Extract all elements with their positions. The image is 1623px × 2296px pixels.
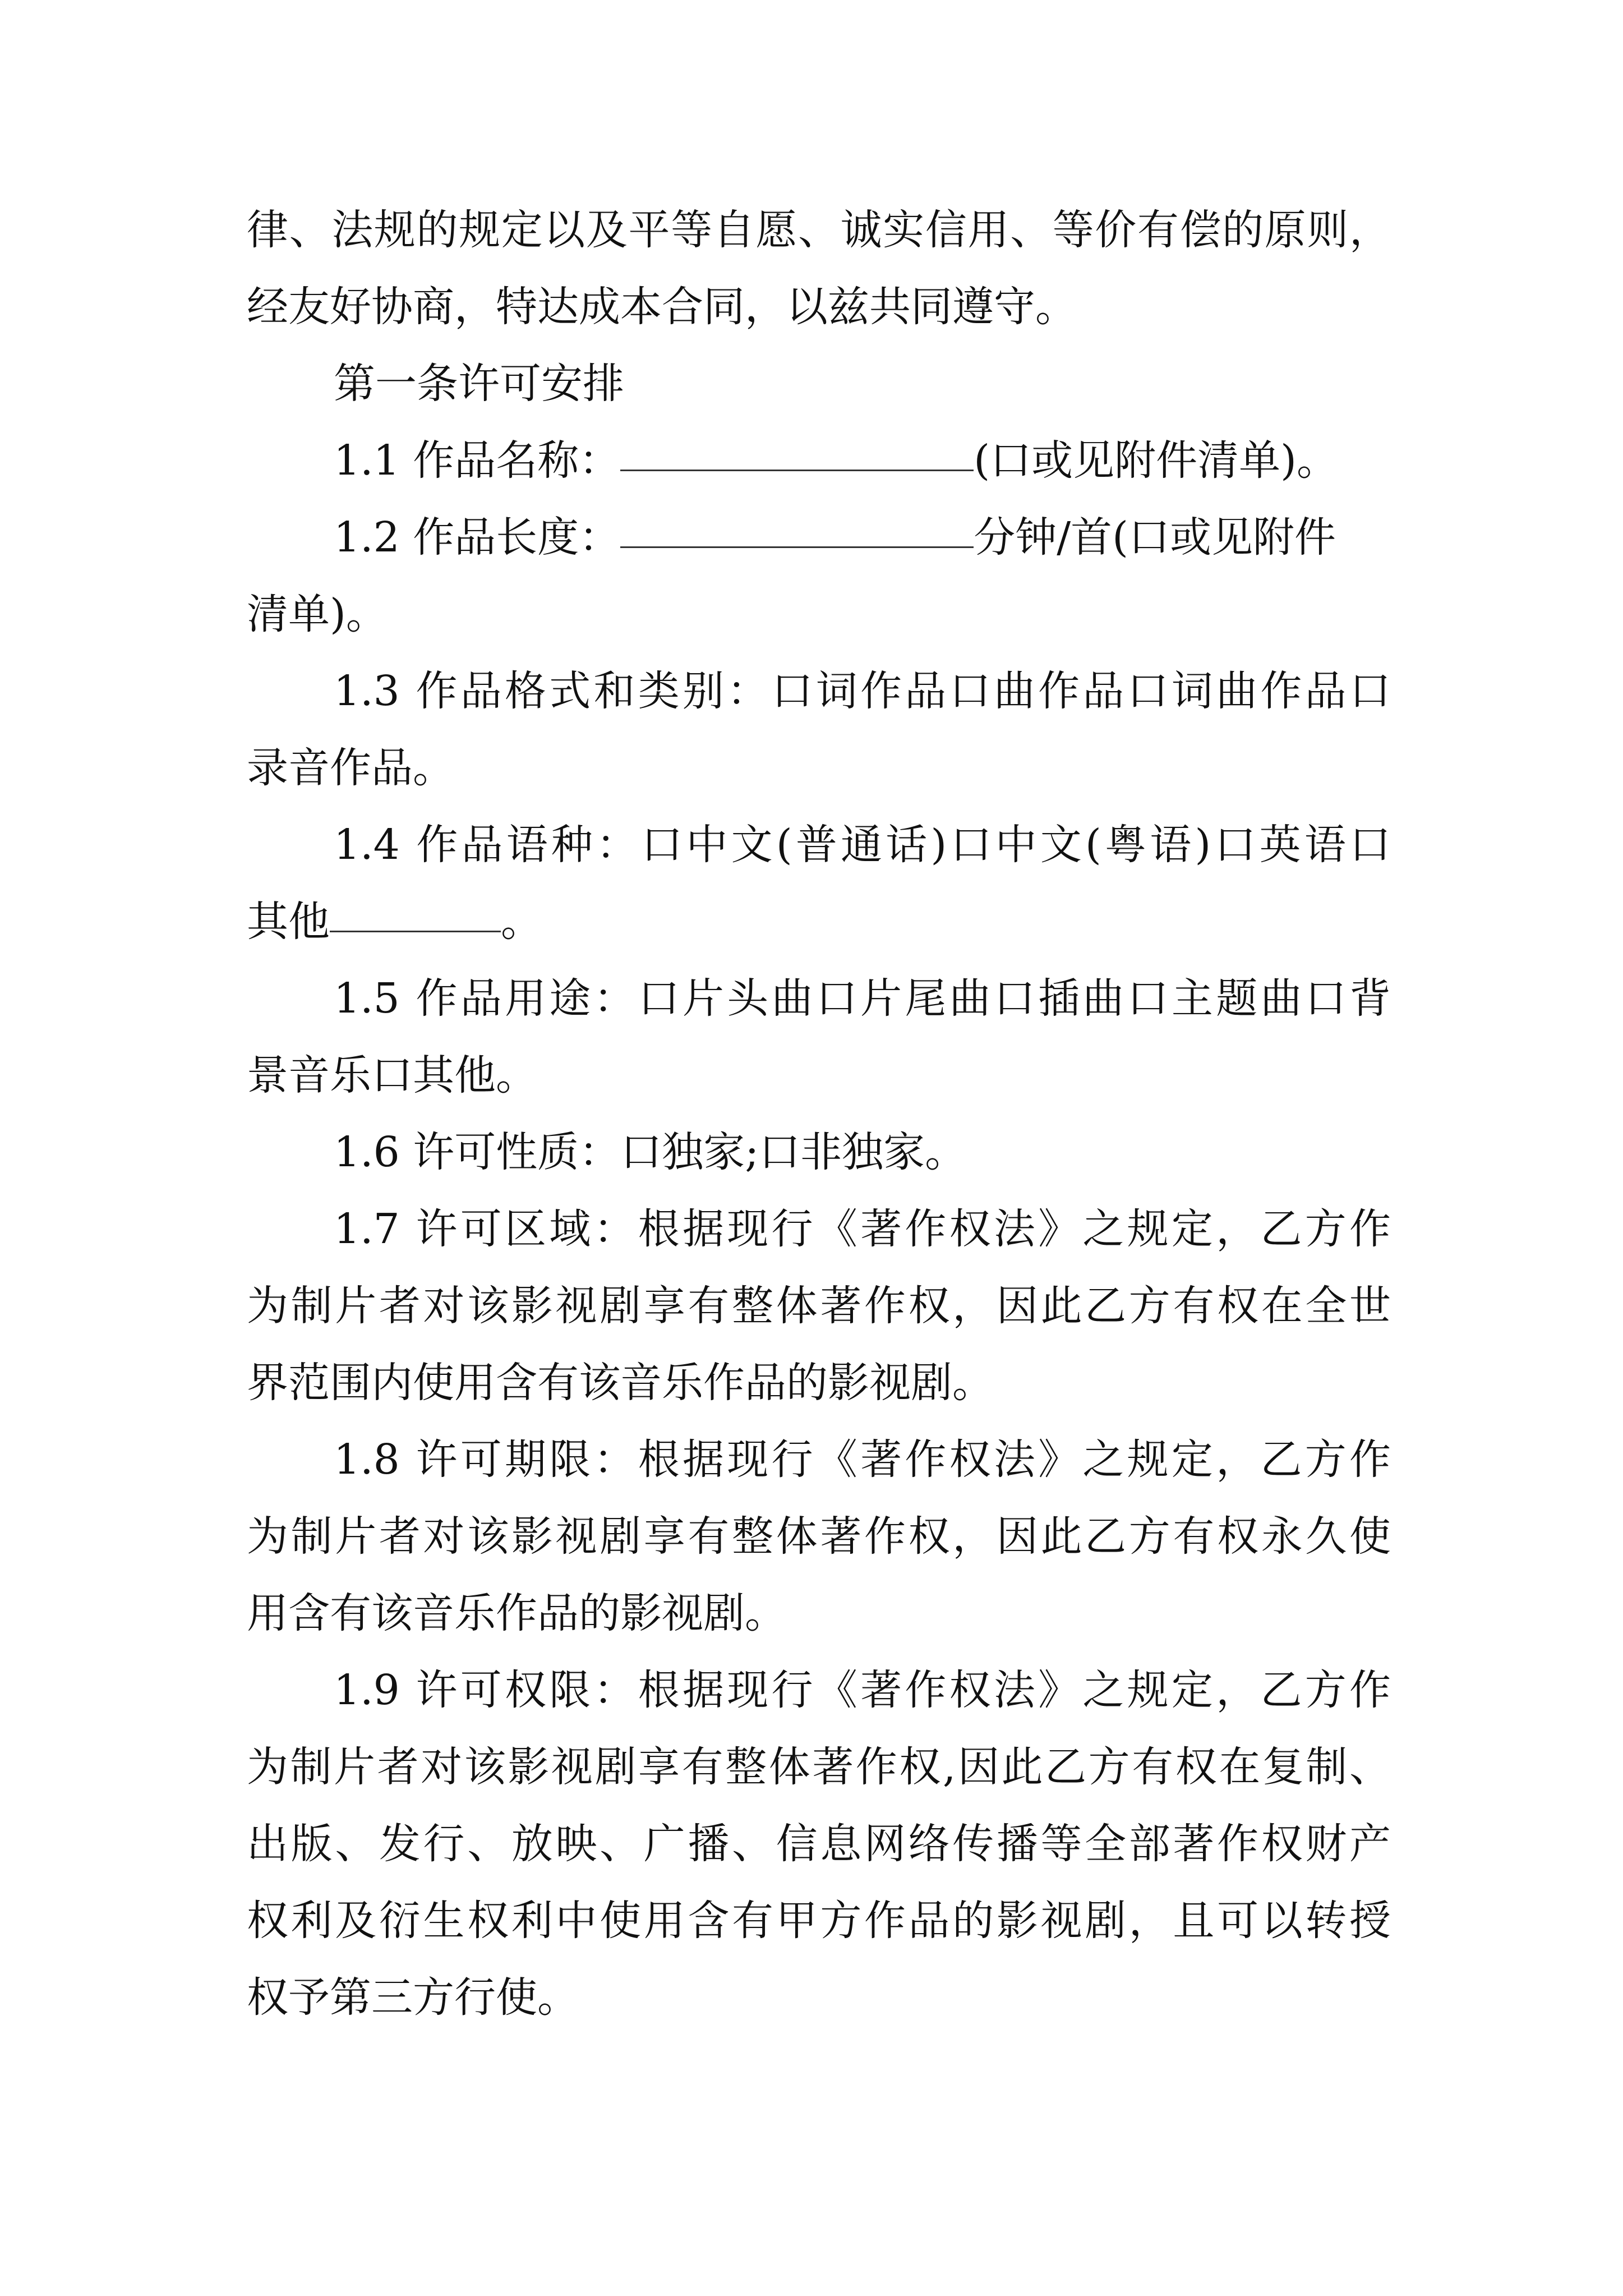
fill-in-blank[interactable] [620, 503, 974, 548]
clause-label: 1.1 作品名称： [334, 436, 621, 485]
clause-1-7: 1.7 许可区域：根据现行《著作权法》之规定，乙方作 [334, 1205, 1391, 1253]
clause-1-4: 1.4 作品语种：口中文(普通话)口中文(粤语)口英语口 [334, 821, 1391, 869]
paragraph-line: 景音乐口其他。 [247, 1051, 537, 1099]
paragraph-line: 用含有该音乐作品的影视剧。 [247, 1589, 786, 1637]
paragraph-line: 录音作品。 [247, 744, 454, 792]
clause-text: 其他 [247, 898, 330, 946]
clause-1-8: 1.8 许可期限：根据现行《著作权法》之规定，乙方作 [334, 1435, 1391, 1484]
paragraph-line: 界范围内使用含有该音乐作品的影视剧。 [247, 1359, 994, 1407]
section-heading: 第一条许可安排 [334, 360, 624, 408]
clause-1-2 [247, 499, 1391, 576]
clause-1-5: 1.5 作品用途：口片头曲口片尾曲口插曲口主题曲口背 [334, 974, 1391, 1023]
clause-text: (口或见附件清单)。 [974, 436, 1338, 485]
clause-1-9: 1.9 许可权限：根据现行《著作权法》之规定，乙方作 [334, 1666, 1391, 1714]
document-body [247, 192, 1391, 2036]
clause-text: 。 [501, 898, 542, 946]
paragraph-line: 权利及衍生权利中使用含有甲方作品的影视剧，且可以转授 [247, 1897, 1391, 1945]
paragraph-line: 出版、发行、放映、广播、信息网络传播等全部著作权财产 [247, 1820, 1391, 1868]
clause-text: 分钟/首(口或见附件 [974, 513, 1336, 562]
paragraph-line: 经友好协商，特达成本合同，以兹共同遵守。 [247, 283, 1077, 331]
paragraph-line: 为制片者对该影视剧享有整体著作权，因此乙方有权永久使 [247, 1512, 1391, 1561]
clause-label: 1.2 作品长度： [334, 513, 621, 562]
paragraph-line: 律、法规的规定以及平等自愿、诚实信用、等价有偿的原则， [247, 206, 1391, 254]
fill-in-blank[interactable] [620, 426, 974, 471]
clause-1-1 [247, 422, 1391, 499]
paragraph-line: 为制片者对该影视剧享有整体著作权，因此乙方有权在全世 [247, 1282, 1391, 1330]
fill-in-blank[interactable] [330, 887, 501, 932]
clause-1-6: 1.6 许可性质：口独家;口非独家。 [334, 1128, 967, 1176]
paragraph-line [247, 884, 1391, 960]
paragraph-line: 为制片者对该影视剧享有整体著作权,因此乙方有权在复制、 [247, 1743, 1391, 1791]
paragraph-line: 清单)。 [247, 590, 388, 638]
clause-1-3: 1.3 作品格式和类别：口词作品口曲作品口词曲作品口 [334, 667, 1391, 715]
paragraph-line: 权予第三方行使。 [247, 1973, 579, 2022]
